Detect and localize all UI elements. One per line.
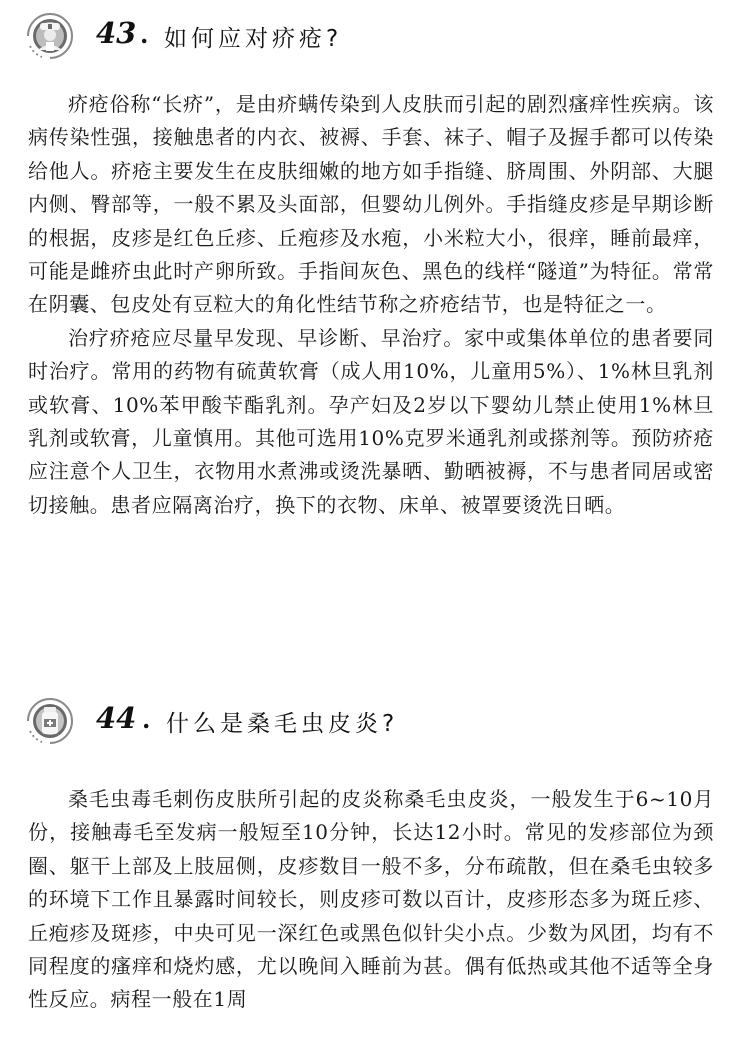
- number-dot: .: [142, 705, 151, 734]
- section-number: 43: [96, 16, 137, 50]
- section-44: [0, 695, 731, 1012]
- section-heading: [0, 695, 731, 747]
- paragraph: 疥疮俗称“长疥”，是由疥螨传染到人皮肤而引起的剧烈瘙痒性疾病。该病传染性强，接触患者的内衣、被褥、手套、袜子、帽子及握手都可以传染给他人。疥疮主要发生在皮肤细嫩的地方如手指缝、脐周围、外阴部、大腿内侧、臀部等，一般不累及头面部，但婴幼儿例外。手指缝皮疹是早期诊断的根据，皮疹是红色丘疹、丘疱疹及水疱，小米粒大小，很痒，睡前最痒，可能是雌疥虫此时产卵所致。手指间灰色、黑色的线样“隧道”为特征。常常在阴囊、包皮处有豆粒大的角化性结节称之疥疮结节，也是特征之一。: [28, 92, 714, 317]
- paragraph: 桑毛虫毒毛刺伤皮肤所引起的皮炎称桑毛虫皮炎，一般发生于6~10月份，接触毒毛至发病一般短至10分钟，长达12小时。常见的发疹部位为颈圈、躯干上部及上肢屈侧，皮疹数目一般不多，分布疏散，但在桑毛虫较多的环境下工作且暴露时间较长，则皮疹可数以百计，皮疹形态多为斑丘疹、丘疱疹及斑疹，中央可见一深红色或黑色似针尖小点。少数为风团，均有不同程度的瘙痒和烧灼感，尤以晚间入睡前为甚。偶有低热或其他不适等全身性反应。病程一般在1周: [28, 787, 714, 1012]
- medicine-bottle-badge-icon: [22, 697, 78, 745]
- number-dot: .: [140, 20, 149, 49]
- doctor-badge-icon: [22, 12, 78, 60]
- section-number: 44: [96, 701, 137, 735]
- section-43: [0, 10, 731, 517]
- section-body: [28, 783, 714, 1017]
- section-title: 什么是桑毛虫皮炎?: [166, 711, 399, 737]
- section-title: 如何应对疥疮?: [164, 26, 343, 52]
- section-heading: [0, 10, 731, 62]
- section-body: [28, 88, 714, 522]
- paragraph: 治疗疥疮应尽量早发现、早诊断、早治疗。家中或集体单位的患者要同时治疗。常用的药物有硫黄软膏（成人用10%，儿童用5%）、1%林旦乳剂或软膏、10%苯甲酸苄酯乳剂。孕产妇及2岁以下婴幼儿禁止使用1%林旦乳剂或软膏，儿童慎用。其他可选用10%克罗米通乳剂或搽剂等。预防疥疮应注意个人卫生，衣物用水煮沸或烫洗暴晒、勤晒被褥，不与患者同居或密切接触。患者应隔离治疗，换下的衣物、床单、被罩要烫洗日晒。: [28, 325, 714, 517]
